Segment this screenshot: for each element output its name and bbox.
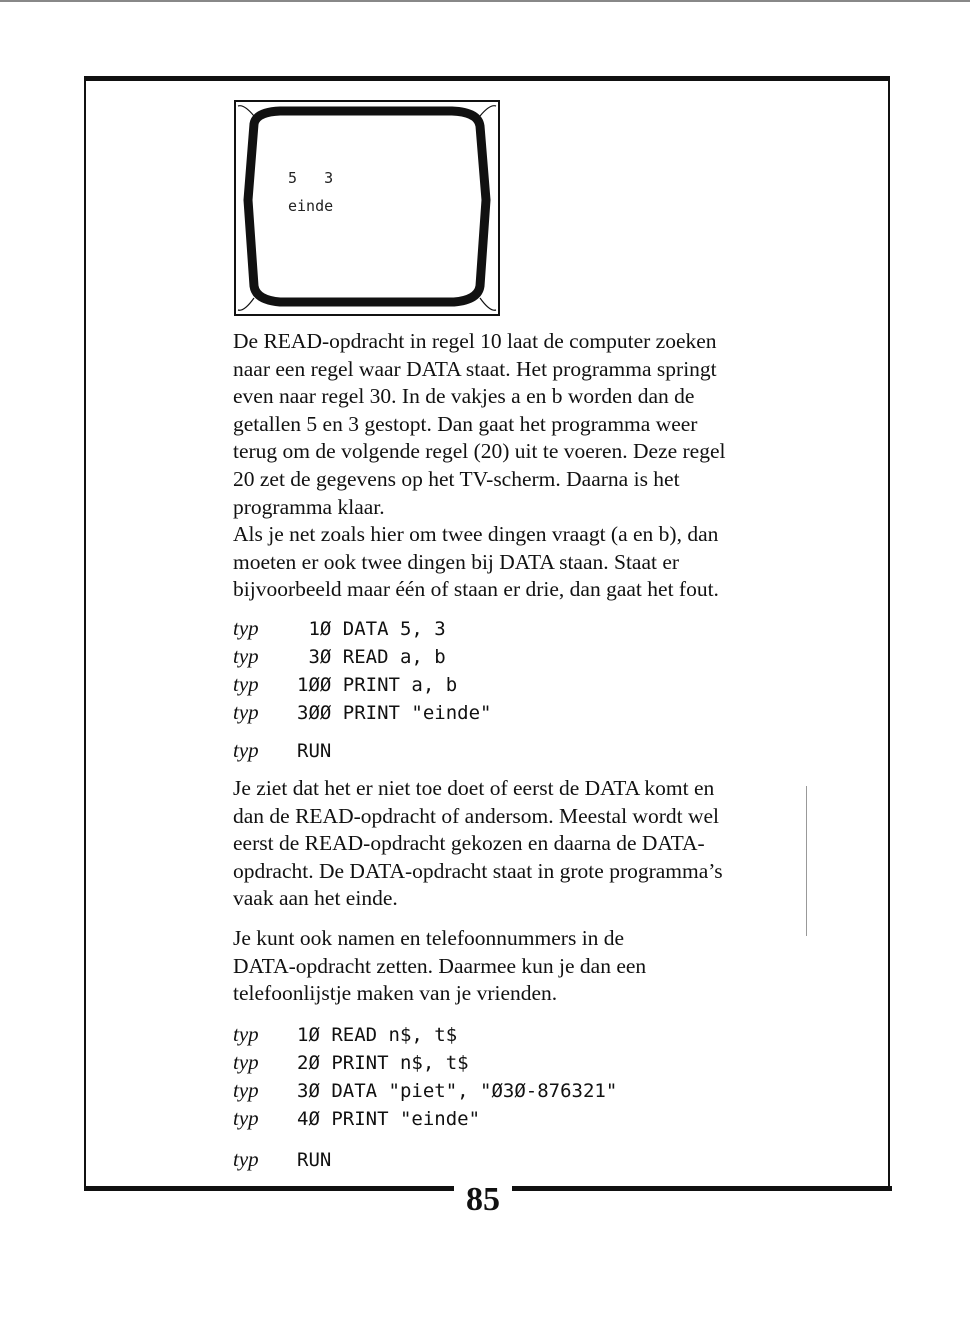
text-line: naar een regel waar DATA staat. Het programma springt	[233, 356, 717, 381]
tv-line: 5 3	[288, 169, 334, 187]
text-line: telefoonlijstje maken van je vrienden.	[233, 981, 558, 1006]
code-line	[233, 1076, 873, 1104]
text-line: terug om de volgende regel (20) uit te voeren. Deze regel	[233, 439, 726, 464]
tv-frame-icon	[234, 100, 500, 316]
text-line: bijvoorbeeld maar één of staan er drie, dan gaat het fout.	[233, 577, 719, 602]
scan-artifact-line	[806, 786, 807, 936]
run-line-1	[233, 736, 331, 764]
typ-label: typ	[233, 672, 259, 696]
text-line: Je kunt ook namen en telefoonnummers in de	[233, 926, 625, 950]
top-edge-rule	[0, 0, 970, 2]
code-text: 1Ø DATA 5, 3	[297, 618, 446, 640]
text-line: dan de READ-opdracht of andersom. Meestal wordt wel	[233, 803, 719, 828]
text-line: Als je net zoals hier om twee dingen vraagt (a en b), dan	[233, 522, 719, 547]
paragraph-order	[233, 775, 873, 913]
text-line: DATA-opdracht zetten. Daarmee kun je dan een	[233, 953, 647, 978]
code-line	[233, 1048, 873, 1076]
paragraph-phonebook	[233, 925, 873, 1008]
text-line: programma klaar.	[233, 494, 385, 519]
text-line: vaak aan het einde.	[233, 886, 398, 911]
tv-screen-illustration	[234, 100, 500, 316]
paragraph-read-explanation	[233, 328, 873, 604]
text-line: moeten er ook twee dingen bij DATA staan. Staat er	[233, 549, 680, 574]
run-line-2	[233, 1145, 331, 1173]
code-line	[233, 698, 873, 726]
typ-label: typ	[233, 700, 259, 724]
text-line: eerst de READ-opdracht gekozen en daarna de DATA-	[233, 831, 705, 856]
code-line	[233, 614, 873, 642]
text-line: opdracht. De DATA-opdracht staat in grote programma’s	[233, 858, 723, 883]
typ-label: typ	[233, 1022, 259, 1046]
typ-label: typ	[233, 1050, 259, 1074]
run-command: RUN	[297, 740, 332, 762]
typ-label: typ	[233, 1147, 259, 1171]
code-line	[233, 1020, 873, 1048]
run-command: RUN	[297, 1149, 332, 1171]
code-block-1	[233, 614, 873, 726]
typ-label: typ	[233, 616, 259, 640]
text-line: getallen 5 en 3 gestopt. Dan gaat het programma weer	[233, 411, 698, 436]
bottom-rule-right	[512, 1186, 892, 1191]
typ-label: typ	[233, 738, 259, 762]
code-text: 3Ø READ a, b	[297, 646, 446, 668]
code-line	[233, 670, 873, 698]
code-line	[233, 1104, 873, 1132]
code-text: 3Ø DATA "piet", "Ø3Ø-876321"	[297, 1080, 618, 1102]
typ-label: typ	[233, 1106, 259, 1130]
code-text: 4Ø PRINT "einde"	[297, 1108, 481, 1130]
code-text: 1Ø READ n$, t$	[297, 1024, 458, 1046]
typ-label: typ	[233, 644, 259, 668]
code-text: 2Ø PRINT n$, t$	[297, 1052, 469, 1074]
tv-screen-text	[288, 164, 333, 220]
code-line	[233, 642, 873, 670]
bottom-rule-left	[84, 1186, 454, 1191]
typ-label: typ	[233, 1078, 259, 1102]
text-line: 20 zet de gegevens op het TV-scherm. Daarna is het	[233, 466, 680, 491]
code-block-2	[233, 1020, 873, 1132]
code-text: 1ØØ PRINT a, b	[297, 674, 458, 696]
text-line: De READ-opdracht in regel 10 laat de computer zoeken	[233, 329, 717, 353]
text-line: Je ziet dat het er niet toe doet of eerst de DATA komt en	[233, 776, 715, 800]
tv-line: einde	[288, 197, 334, 215]
text-line: even naar regel 30. In de vakjes a en b worden dan de	[233, 384, 695, 409]
page-number: 85	[466, 1181, 500, 1218]
code-text: 3ØØ PRINT "einde"	[297, 702, 492, 724]
